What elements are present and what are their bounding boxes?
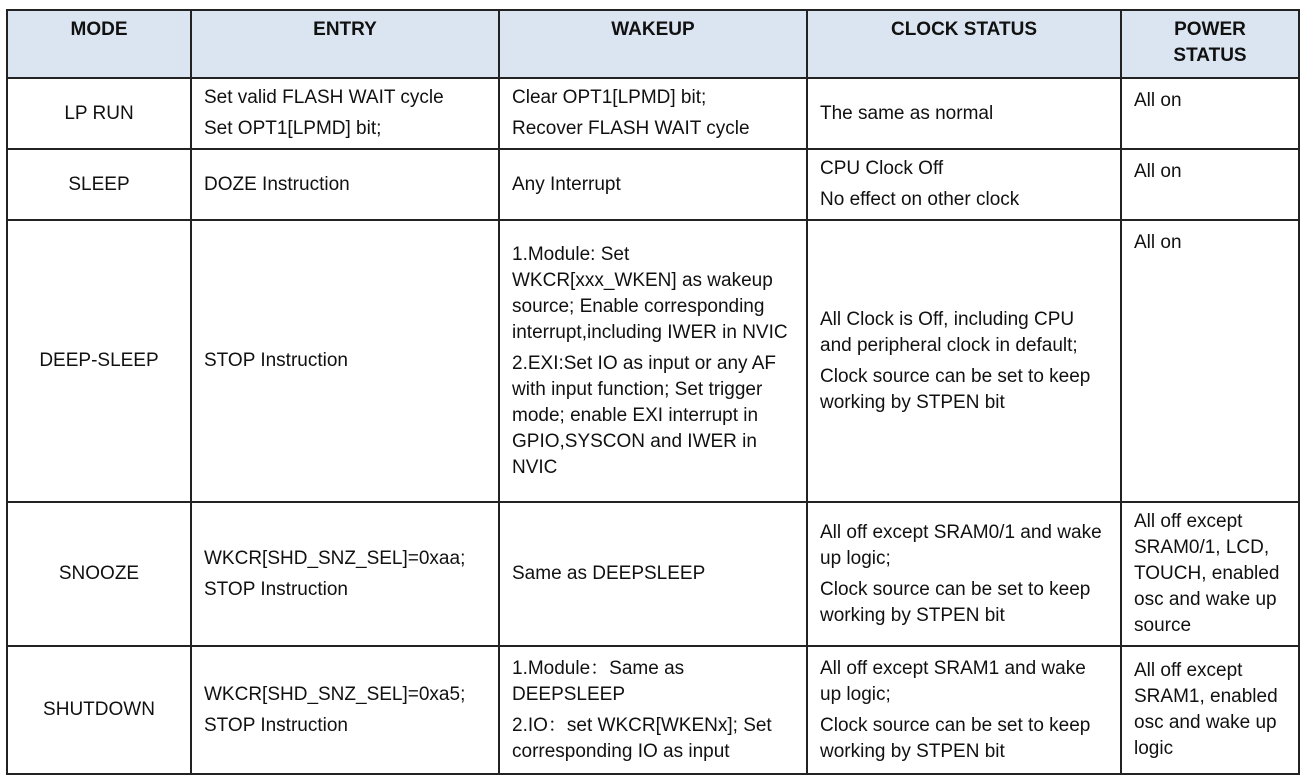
power-line: All on — [1134, 232, 1182, 253]
clock-line: Clock source can be set to keep working by STPEN bit — [820, 365, 1091, 413]
entry-cell — [191, 220, 499, 502]
clock-line: Clock source can be set to keep working by STPEN bit — [820, 714, 1091, 762]
table-row — [7, 646, 1299, 774]
mode-cell: SLEEP — [7, 149, 191, 220]
clock-status-cell — [807, 149, 1121, 220]
clock-line: Clock source can be set to keep working by STPEN bit — [820, 578, 1091, 626]
power-status-cell — [1121, 78, 1299, 149]
clock-line: All Clock is Off, including CPU and peripheral clock in default; — [820, 308, 1078, 356]
entry-line: STOP Instruction — [204, 714, 348, 736]
clock-line: No effect on other clock — [820, 189, 1020, 210]
clock-status-cell — [807, 220, 1121, 502]
power-status-cell — [1121, 149, 1299, 220]
header-status-line: STATUS — [1173, 45, 1247, 66]
entry-line: Set OPT1[LPMD] bit; — [204, 118, 382, 139]
clock-status-cell — [807, 646, 1121, 774]
wakeup-line: 2.IO：set WKCR[WKENx]; Set corresponding IO as input — [512, 714, 772, 762]
header-power-line: POWER — [1174, 19, 1246, 40]
wakeup-cell — [499, 646, 807, 774]
wakeup-line: 1.Module: Set WKCR[xxx_WKEN] as wakeup source; Enable corresponding interrupt,including IWER in NVIC — [512, 243, 788, 343]
header-power-status — [1121, 10, 1299, 78]
clock-line: CPU Clock Off — [820, 158, 944, 179]
power-line: All on — [1134, 90, 1182, 111]
clock-line: All off except SRAM1 and wake up logic; — [820, 657, 1086, 705]
entry-cell — [191, 646, 499, 774]
low-power-mode-table — [6, 9, 1300, 775]
clock-line: All off except SRAM0/1 and wake up logic; — [820, 521, 1102, 569]
header-wakeup: WAKEUP — [499, 10, 807, 78]
mode-cell: SNOOZE — [7, 502, 191, 646]
table-row — [7, 78, 1299, 149]
entry-cell — [191, 502, 499, 646]
power-line: All off except SRAM1, enabled osc and wake up logic — [1134, 660, 1278, 759]
header-entry: ENTRY — [191, 10, 499, 78]
header-row — [7, 10, 1299, 78]
entry-line: STOP Instruction — [204, 578, 348, 600]
wakeup-line: Clear OPT1[LPMD] bit; — [512, 87, 707, 108]
table-row — [7, 149, 1299, 220]
power-status-cell — [1121, 220, 1299, 502]
mode-cell: SHUTDOWN — [7, 646, 191, 774]
wakeup-cell — [499, 149, 807, 220]
clock-status-cell — [807, 502, 1121, 646]
entry-cell — [191, 149, 499, 220]
entry-line: STOP Instruction — [204, 350, 348, 371]
wakeup-cell — [499, 220, 807, 502]
entry-line: Set valid FLASH WAIT cycle — [204, 87, 444, 108]
table-row — [7, 220, 1299, 502]
header-clock-status: CLOCK STATUS — [807, 10, 1121, 78]
wakeup-line: 1.Module：Same as DEEPSLEEP — [512, 657, 685, 705]
wakeup-line: Same as DEEPSLEEP — [512, 563, 706, 584]
power-line: All off except SRAM0/1, LCD, TOUCH, enabled osc and wake up source — [1134, 511, 1280, 636]
clock-line: The same as normal — [820, 102, 994, 124]
power-line: All on — [1134, 161, 1182, 182]
wakeup-line: Any Interrupt — [512, 173, 621, 195]
entry-line: DOZE Instruction — [204, 173, 350, 195]
wakeup-line: Recover FLASH WAIT cycle — [512, 118, 750, 139]
wakeup-line: 2.EXI:Set IO as input or any AF with input function; Set trigger mode; enable EXI interrupt in GPIO,SYSCON and IWER in NVIC — [512, 352, 777, 478]
mode-cell: DEEP-SLEEP — [7, 220, 191, 502]
entry-line: WKCR[SHD_SNZ_SEL]=0xaa; — [204, 547, 466, 569]
power-status-cell — [1121, 646, 1299, 774]
mode-cell: LP RUN — [7, 78, 191, 149]
wakeup-cell — [499, 78, 807, 149]
clock-status-cell — [807, 78, 1121, 149]
entry-cell — [191, 78, 499, 149]
header-mode: MODE — [7, 10, 191, 78]
wakeup-cell — [499, 502, 807, 646]
table-row — [7, 502, 1299, 646]
power-status-cell — [1121, 502, 1299, 646]
entry-line: WKCR[SHD_SNZ_SEL]=0xa5; — [204, 683, 466, 705]
